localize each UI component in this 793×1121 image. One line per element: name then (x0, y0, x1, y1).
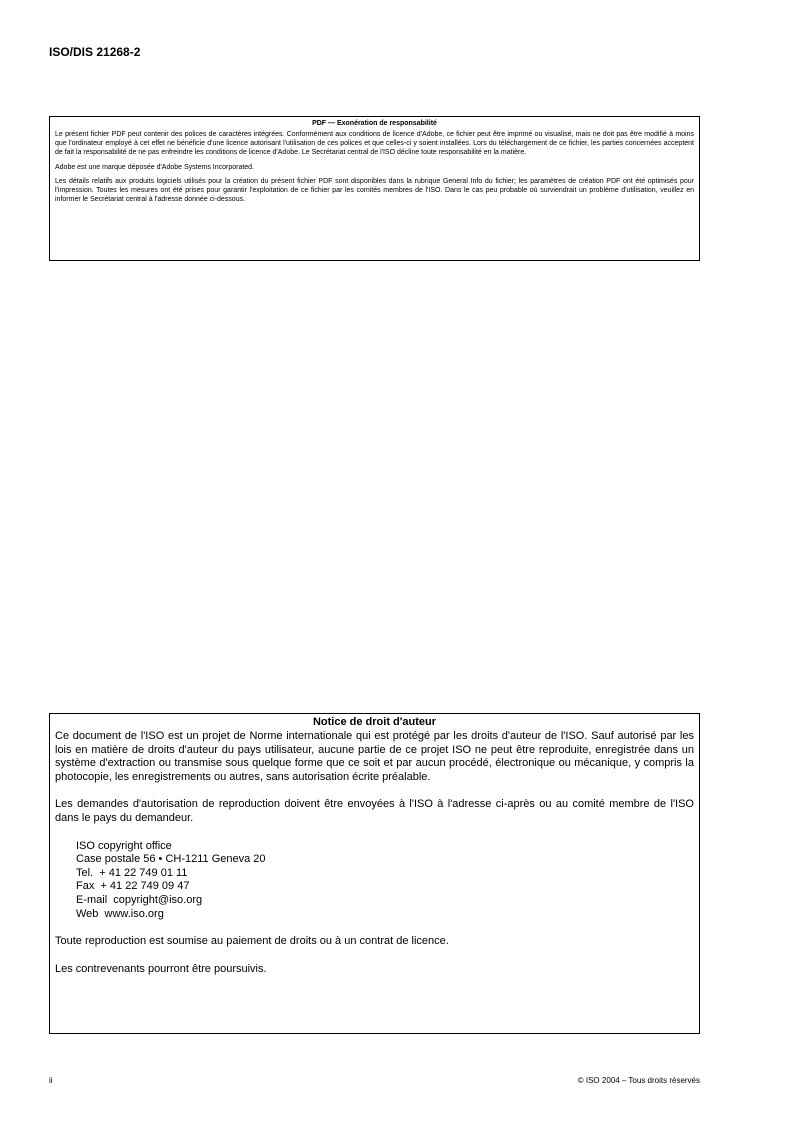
address-line: ISO copyright office (76, 839, 172, 852)
copyright-paragraph: Ce document de l'ISO est un projet de Norme internationale qui est protégé par les droits d'auteur de l'ISO. Sauf autorisé par les lois en matière de droits d'auteur du pays utilisateur, aucune partie de ce projet ISO ne peut être reproduite, enregistrée dans un système d'extraction ou transmise sous quelque forme que ce soit et par aucun procédé, électronique ou mécanique, y compris la photocopie, les enregistrements ou autres, sans autorisation écrite préalable. (55, 730, 694, 783)
address-line: Case postale 56 • CH-1211 Geneva 20 (76, 853, 266, 866)
address-line: Fax + 41 22 749 09 47 (76, 880, 190, 893)
document-id: ISO/DIS 21268-2 (49, 45, 141, 59)
copyright-notice-title: Notice de droit d'auteur (312, 716, 436, 728)
iso-address-block (55, 840, 694, 922)
page-number: ii (49, 1076, 53, 1085)
pdf-disclaimer-paragraph: Adobe est une marque déposée d'Adobe Systems Incorporated. (55, 163, 255, 171)
copyright-paragraph: Toute reproduction est soumise au paiement de droits ou à un contrat de licence. (55, 935, 449, 948)
copyright-notice-box (49, 713, 700, 1034)
copyright-paragraph: Les demandes d'autorisation de reproduction doivent être envoyées à l'ISO à l'adresse ci-après ou au comité membre de l'ISO dans le pays du demandeur. (55, 798, 694, 824)
pdf-disclaimer-paragraph: Les détails relatifs aux produits logiciels utilisés pour la création du présent fichier PDF sont disponibles dans la rubrique General Info du fichier; les paramètres de création PDF ont été optimisés pour l'impression. Toutes les mesures ont été prises pour garantir l'exploitation de ce fichier par les comités membres de l'ISO. Dans le cas peu probable où surviendrait un problème d'utilisation, veuillez en informer le Secrétariat central à l'adresse donnée ci-dessous. (55, 177, 694, 204)
footer-copyright: © ISO 2004 – Tous droits réservés (577, 1076, 700, 1085)
pdf-disclaimer-title: PDF — Exonération de responsabilité (312, 120, 437, 127)
address-line: E-mail copyright@iso.org (76, 893, 203, 906)
address-line: Tel. + 41 22 749 01 11 (76, 866, 188, 879)
pdf-disclaimer-paragraph: Le présent fichier PDF peut contenir des polices de caractères intégrées. Conformément aux conditions de licence d'Adobe, ce fichier peut être imprimé ou visualisé, mais ne doit pas être modifié à moins que l'ordinateur employé à cet effet ne bénéficie d'une licence autorisant l'utilisation de ces polices et que celles-ci y soient installées. Lors du téléchargement de ce fichier, les parties concernées acceptent de fait la responsabilité de ne pas enfreindre les conditions de licence d'Adobe. Le Secrétariat central de l'ISO décline toute responsabilité en la matière. (55, 131, 694, 157)
address-line: Web www.iso.org (76, 907, 164, 920)
pdf-disclaimer-box (49, 116, 700, 261)
copyright-paragraph: Les contrevenants pourront être poursuivis. (55, 962, 267, 975)
